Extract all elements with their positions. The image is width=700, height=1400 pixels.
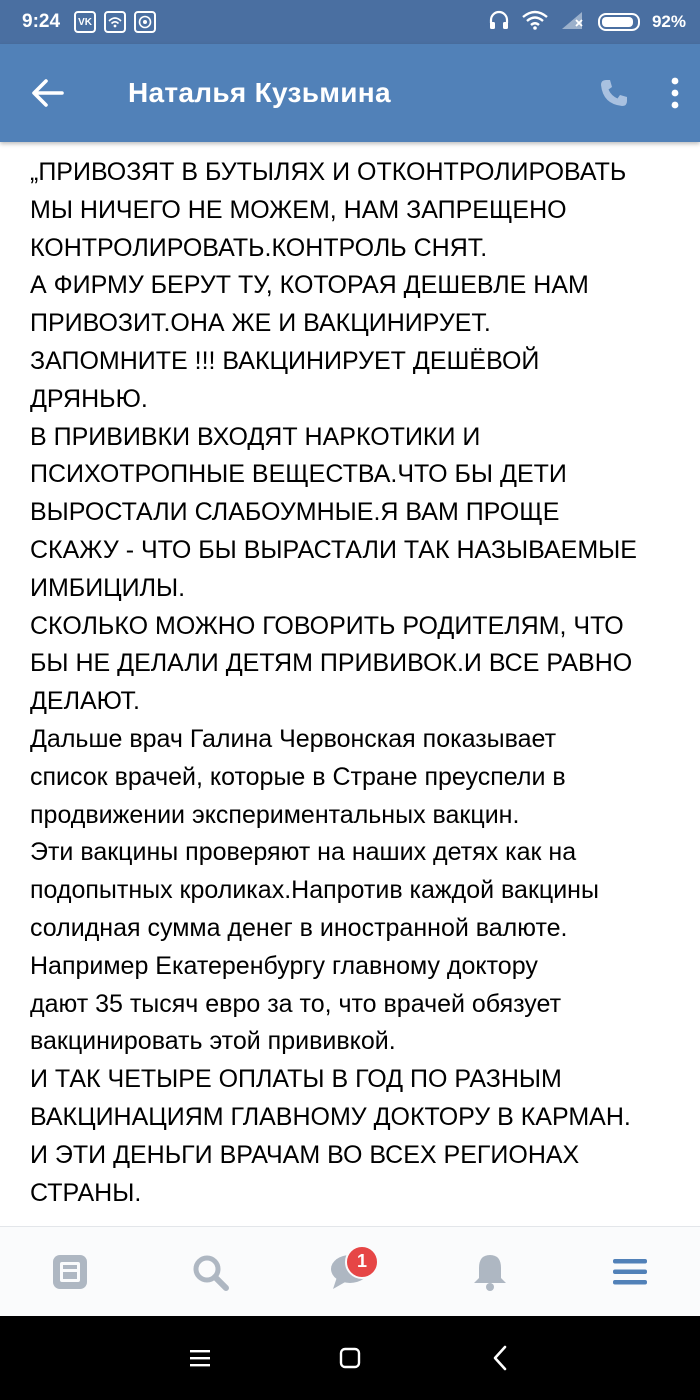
messages-badge: 1 — [345, 1245, 379, 1279]
battery-percent: 92% — [651, 12, 686, 31]
message-line: вакцинировать этой прививкой. — [30, 1027, 396, 1056]
message-line: дают 35 тысяч евро за то, что врачей обязует — [30, 989, 562, 1018]
message-line: ЗАПОМНИТЕ !!! ВАКЦИНИРУЕТ ДЕШЁВОЙ — [30, 346, 540, 375]
back-button[interactable] — [30, 71, 74, 115]
message-line: Эти вакцины проверяют на наших детях как на — [30, 838, 577, 867]
message-line: ВЫРОСТАЛИ СЛАБОУМНЫЕ.Я ВАМ ПРОЩЕ — [30, 498, 560, 527]
message-line: „ПРИВОЗЯТ В БУТЫЛЯХ И ОТКОНТРОЛИРОВАТЬ — [30, 158, 627, 186]
message-line: подопытных кроликах.Напротив каждой вакцины — [30, 876, 599, 905]
bottom-navigation — [0, 1226, 700, 1316]
menu-icon — [611, 1257, 649, 1287]
nav-messages[interactable] — [315, 1237, 385, 1307]
message-line: продвижении экспериментальных вакцин. — [30, 800, 520, 829]
phone-icon — [598, 77, 630, 109]
nav-news[interactable] — [35, 1237, 105, 1307]
message-line: ДЕЛАЮТ. — [30, 687, 140, 716]
message-line: Например Екатеренбургу главному доктору — [30, 951, 538, 980]
message-line: солидная сумма денег в иностранной валюте. — [30, 913, 568, 942]
header-actions — [598, 77, 680, 109]
message-content[interactable] — [0, 142, 700, 1226]
battery-icon — [598, 13, 640, 31]
nav-notifications[interactable] — [455, 1237, 525, 1307]
wifi-icon — [522, 10, 548, 35]
message-line: СТРАНЫ. — [30, 1178, 142, 1207]
message-line: ДРЯНЬЮ. — [30, 384, 148, 413]
message-line: список врачей, которые в Стране преуспели в — [30, 762, 566, 791]
arrow-left-icon — [30, 78, 64, 108]
message-line: СКОЛЬКО МОЖНО ГОВОРИТЬ РОДИТЕЛЯМ, ЧТО — [30, 611, 624, 640]
more-vertical-icon — [670, 77, 680, 109]
status-bar — [0, 0, 700, 44]
message-line: А ФИРМУ БЕРУТ ТУ, КОТОРАЯ ДЕШЕВЛЕ НАМ — [30, 271, 589, 300]
home-icon — [338, 1346, 362, 1370]
message-text — [30, 154, 690, 1212]
system-navigation — [0, 1316, 700, 1400]
search-icon — [191, 1253, 229, 1291]
app-header — [0, 44, 700, 142]
message-line: БЫ НЕ ДЕЛАЛИ ДЕТЯМ ПРИВИВОК.И ВСЕ РАВНО — [30, 649, 633, 678]
back-nav-button[interactable] — [480, 1338, 520, 1378]
nav-search[interactable] — [175, 1237, 245, 1307]
message-line: Дальше врач Галина Червонская показывает — [30, 724, 557, 753]
wifi-app-icon — [104, 11, 126, 33]
more-options-button[interactable] — [670, 77, 680, 109]
message-line: МЫ НИЧЕГО НЕ МОЖЕМ, НАМ ЗАПРЕЩЕНО — [30, 195, 567, 224]
message-line: И ЭТИ ДЕНЬГИ ВРАЧАМ ВО ВСЕХ РЕГИОНАХ — [30, 1140, 580, 1169]
nav-menu[interactable] — [595, 1237, 665, 1307]
message-line: КОНТРОЛИРОВАТЬ.КОНТРОЛЬ СНЯТ. — [30, 233, 488, 262]
home-button[interactable] — [330, 1338, 370, 1378]
page-title: Наталья Кузьмина — [128, 77, 391, 108]
back-icon — [490, 1345, 510, 1371]
message-line: СКАЖУ - ЧТО БЫ ВЫРАСТАЛИ ТАК НАЗЫВАЕМЫЕ — [30, 535, 637, 564]
news-icon — [51, 1253, 89, 1291]
message-line: ИМБИЦИЛЫ. — [30, 573, 186, 602]
message-line: ПСИХОТРОПНЫЕ ВЕЩЕСТВА.ЧТО БЫ ДЕТИ — [30, 460, 567, 489]
message-line: ПРИВОЗИТ.ОНА ЖЕ И ВАКЦИНИРУЕТ. — [30, 309, 491, 338]
message-line: И ТАК ЧЕТЫРЕ ОПЛАТЫ В ГОД ПО РАЗНЫМ — [30, 1065, 562, 1094]
headphones-icon — [488, 10, 510, 35]
app-icon — [134, 11, 156, 33]
message-line: В ПРИВИВКИ ВХОДЯТ НАРКОТИКИ И — [30, 422, 481, 451]
battery-level — [602, 17, 633, 27]
bell-icon — [472, 1252, 508, 1292]
recents-button[interactable] — [180, 1338, 220, 1378]
signal-icon — [560, 10, 586, 35]
vk-icon: VK — [74, 11, 96, 33]
status-time: 9:24 — [22, 11, 61, 32]
message-line: ВАКЦИНАЦИЯМ ГЛАВНОМУ ДОКТОРУ В КАРМАН. — [30, 1102, 631, 1131]
status-right — [488, 10, 686, 35]
recents-icon — [188, 1348, 212, 1368]
call-button[interactable] — [598, 77, 630, 109]
